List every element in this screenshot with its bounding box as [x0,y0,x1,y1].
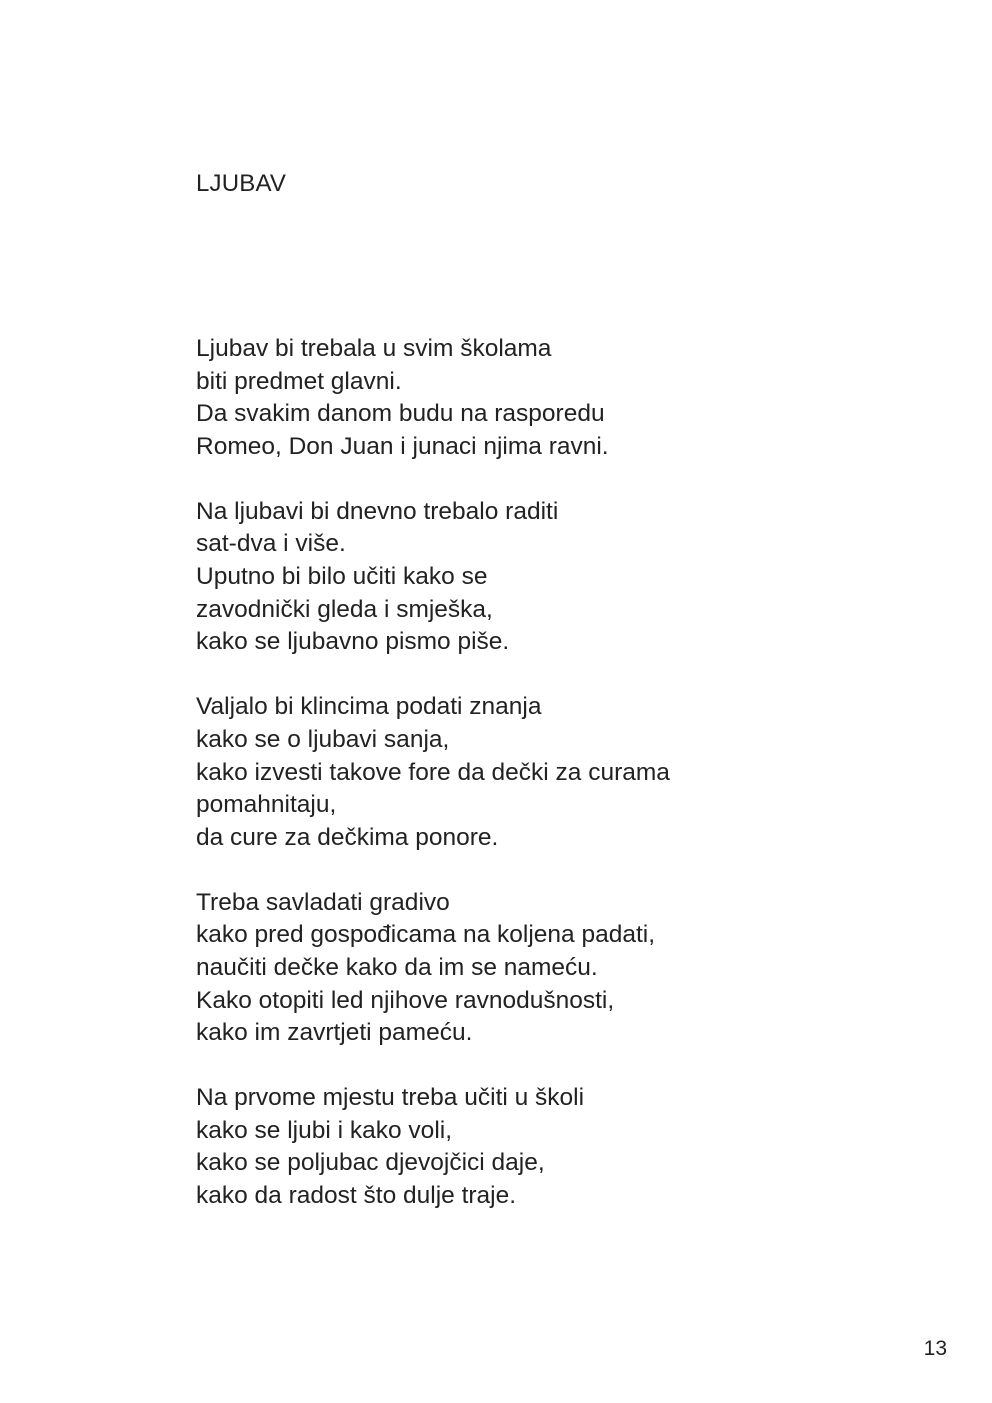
poem-line: Romeo, Don Juan i junaci njima ravni. [196,432,609,460]
poem-line: Da svakim danom budu na rasporedu [196,400,605,428]
poem-line: Uputno bi bilo učiti kako se [196,563,488,591]
poem-title: LJUBAV [196,170,287,197]
poem-line: da cure za dečkima ponore. [196,823,499,851]
poem-line: Kako otopiti led njihove ravnodušnosti, [196,986,615,1014]
poem-line: sat-dva i više. [196,530,346,558]
poem-line: zavodnički gleda i smješka, [196,595,493,623]
poem-line: kako se poljubac djevojčici daje, [196,1149,545,1177]
stanza [196,1082,836,1212]
page-number: 13 [923,1337,947,1360]
poem-line: kako se ljubi i kako voli, [196,1116,453,1144]
poem-line: kako izvesti takove fore da dečki za curama [196,758,670,786]
poem-line: pomahnitaju, [196,791,337,819]
poem-line: Na prvome mjestu treba učiti u školi [196,1084,585,1112]
poem-body [196,333,836,1245]
stanza [196,887,836,1050]
poem-line: kako se ljubavno pismo piše. [196,628,510,656]
poem-line: kako pred gospođicama na koljena padati, [196,921,656,949]
poem-line: kako se o ljubavi sanja, [196,725,450,753]
poem-line: Ljubav bi trebala u svim školama [196,335,552,362]
poem-line: Na ljubavi bi dnevno trebalo raditi [196,497,559,525]
stanza [196,333,836,463]
poem-line: kako im zavrtjeti pameću. [196,1019,473,1047]
poem-line: kako da radost što dulje traje. [196,1182,517,1210]
poem-line: Valjalo bi klincima podati znanja [196,693,542,721]
stanza [196,691,836,854]
poem-line: biti predmet glavni. [196,367,402,395]
stanza [196,496,836,659]
poem-line: naučiti dečke kako da im se nameću. [196,954,598,981]
poem-line: Treba savladati gradivo [196,888,450,916]
